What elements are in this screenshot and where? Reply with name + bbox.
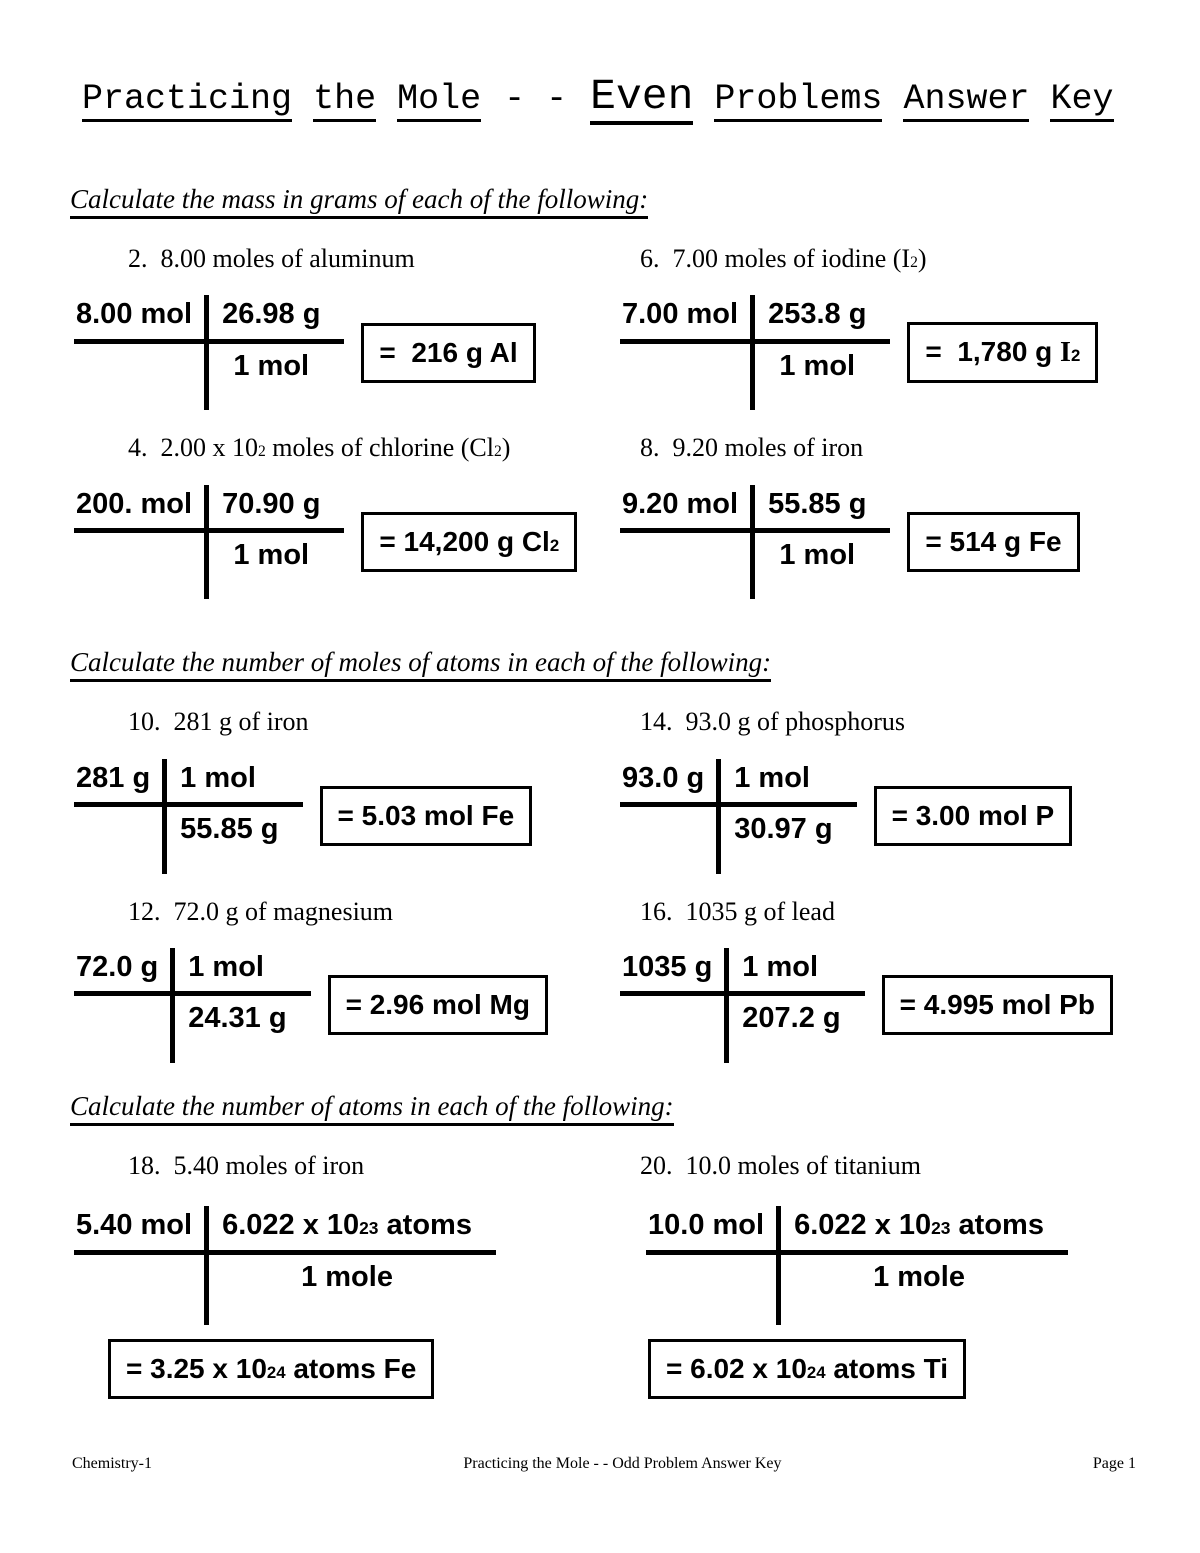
answer-box-18: = 3.25 x $10^{24}$ atoms Fe <box>108 1339 434 1399</box>
problem-2 <box>70 243 610 410</box>
section-moles-of-atoms <box>70 645 1134 1062</box>
track-bottom-value: 1 mol <box>779 349 856 382</box>
problem-label: 20. 10.0 moles of titanium <box>640 1150 921 1180</box>
track-top-right-value: 6.022 x $10^{23}$ atoms <box>222 1209 472 1242</box>
track-bottom-value: 30.97 g <box>734 813 833 846</box>
fraction-track-6 <box>620 295 890 410</box>
track-top-right-value: 6.022 x $10^{23}$ atoms <box>794 1209 1044 1242</box>
fraction-track-18 <box>74 1206 496 1321</box>
section-heading: Calculate the mass in grams of each of the following: <box>70 182 1134 217</box>
fraction-track-14 <box>620 759 857 874</box>
calculation <box>74 1206 610 1321</box>
problem-label: 18. 5.40 moles of iron <box>128 1150 365 1180</box>
track-top-left-value: 281 g <box>76 761 151 794</box>
track-vertical-tail <box>776 1297 781 1325</box>
calculation <box>74 485 610 600</box>
track-vertical-tail <box>716 850 721 874</box>
track-top-left-value: 1035 g <box>622 951 713 983</box>
problem-label: 8. 9.20 moles of iron <box>640 433 864 463</box>
fraction-track-12 <box>74 948 311 1063</box>
section-heading: Calculate the number of atoms in each of the following: <box>70 1089 1134 1124</box>
problem-8 <box>610 432 1134 599</box>
track-bottom-value: 207.2 g <box>742 1002 841 1035</box>
answer-box-6: = 1,780 g $I_2$ <box>907 322 1098 383</box>
calculation <box>620 295 1134 410</box>
section-heading: Calculate the number of moles of atoms in each of the following: <box>70 645 1134 680</box>
problem-row <box>70 896 1134 1063</box>
track-top-left-value: 8.00 mol <box>76 298 193 331</box>
calculation <box>620 759 1134 874</box>
section-number-of-atoms <box>70 1089 1134 1399</box>
problem-6 <box>610 243 1134 410</box>
title-keyword: Even <box>590 72 693 125</box>
problem-label: 16. 1035 g of lead <box>640 896 835 926</box>
problem-4 <box>70 432 610 599</box>
problem-label: 14. 93.0 g of phosphorus <box>640 707 906 737</box>
footer-document-title: Practicing the Mole - - Odd Problem Answer Key <box>463 1455 782 1472</box>
track-vertical-tail <box>750 575 755 599</box>
problem-label: 6. 7.00 moles of iodine $(I_2)$ <box>640 243 927 273</box>
calculation <box>620 948 1134 1063</box>
title-dashes: - - <box>504 79 568 119</box>
track-vertical-tail <box>724 1039 729 1063</box>
title-right: Problems Answer Key <box>714 79 1113 122</box>
answer-box-20: = 6.02 x $10^{24}$ atoms Ti <box>648 1339 966 1399</box>
fraction-track-16 <box>620 948 865 1063</box>
track-bottom-value: 1 mol <box>233 349 310 382</box>
answer-box-8: = 514 g Fe <box>907 512 1079 572</box>
track-top-right-value: 70.90 g <box>222 487 321 520</box>
problem-row <box>70 243 1134 410</box>
track-bottom-value: 1 mol <box>779 538 856 571</box>
answer-box-14: = 3.00 mol P <box>874 786 1073 846</box>
answer-box-12: = 2.96 mol Mg <box>328 975 548 1035</box>
track-vertical-tail <box>204 1297 209 1325</box>
problem-row <box>70 1150 1134 1399</box>
track-bottom-value: 24.31 g <box>188 1002 287 1035</box>
problem-16 <box>610 896 1134 1063</box>
section-mass-in-grams <box>70 182 1134 599</box>
track-vertical-tail <box>204 386 209 410</box>
problem-label: 4. 2.00 x $10^2$ moles of chlorine $(Cl_2)$ <box>128 433 511 463</box>
fraction-track-4 <box>74 485 344 600</box>
problem-14 <box>610 706 1134 873</box>
problem-12 <box>70 896 610 1063</box>
track-top-right-value: 1 mol <box>742 951 819 983</box>
page-footer <box>72 1455 1136 1473</box>
track-top-left-value: 10.0 mol <box>648 1209 765 1242</box>
problem-row <box>70 706 1134 873</box>
fraction-track-2 <box>74 295 344 410</box>
track-top-right-value: 1 mol <box>188 951 264 983</box>
calculation <box>646 1206 1134 1321</box>
problem-row <box>70 432 1134 599</box>
answer-box-10: = 5.03 mol Fe <box>320 786 533 846</box>
problem-10 <box>70 706 610 873</box>
calculation <box>620 485 1134 600</box>
problem-label: 2. 8.00 moles of aluminum <box>128 243 415 273</box>
problem-label: 12. 72.0 g of magnesium <box>128 896 394 926</box>
answer-box-16: = 4.995 mol Pb <box>882 975 1113 1035</box>
track-top-right-value: 55.85 g <box>768 487 867 520</box>
track-top-right-value: 1 mol <box>180 761 256 794</box>
answer-box-2: = 216 g Al <box>361 323 535 383</box>
track-top-right-value: 26.98 g <box>222 298 321 331</box>
problem-label: 10. 281 g of iron <box>128 707 309 737</box>
problem-20 <box>610 1150 1134 1399</box>
track-vertical-tail <box>170 1039 175 1063</box>
page-title <box>82 70 1134 124</box>
track-vertical-tail <box>162 850 167 874</box>
fraction-track-20 <box>646 1206 1068 1321</box>
track-top-left-value: 7.00 mol <box>622 298 739 331</box>
track-bottom-value: 55.85 g <box>180 813 279 846</box>
track-top-right-value: 253.8 g <box>768 298 867 331</box>
track-top-right-value: 1 mol <box>734 761 810 794</box>
calculation <box>74 948 610 1063</box>
track-top-left-value: 5.40 mol <box>76 1209 193 1242</box>
track-bottom-value: 1 mol <box>233 538 310 571</box>
track-vertical-tail <box>750 386 755 410</box>
footer-course: Chemistry-1 <box>72 1455 152 1472</box>
track-bottom-value: 1 mole <box>873 1260 965 1293</box>
problem-18 <box>70 1150 610 1399</box>
track-top-left-value: 9.20 mol <box>622 487 739 520</box>
answer-box-4: = 14,200 g $Cl_2$ <box>361 512 577 572</box>
track-bottom-value: 1 mole <box>301 1260 393 1293</box>
fraction-track-8 <box>620 485 890 600</box>
track-vertical-tail <box>204 575 209 599</box>
calculation <box>74 759 610 874</box>
track-top-left-value: 200. mol <box>76 487 193 520</box>
title-left: Practicing the Mole <box>82 79 481 122</box>
fraction-track-10 <box>74 759 303 874</box>
track-top-left-value: 72.0 g <box>76 951 159 983</box>
track-top-left-value: 93.0 g <box>622 761 705 794</box>
footer-page-number: Page 1 <box>1092 1455 1136 1472</box>
calculation <box>74 295 610 410</box>
